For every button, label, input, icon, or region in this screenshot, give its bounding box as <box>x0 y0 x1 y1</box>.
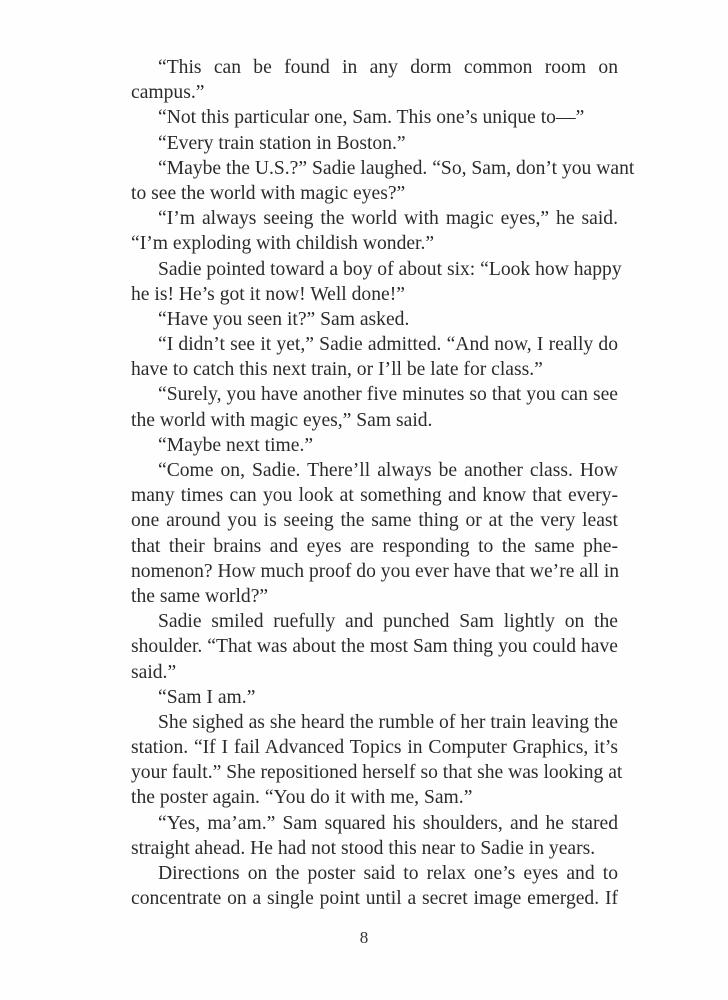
body-text <box>131 55 635 911</box>
text-line: concentrate on a single point until a secret image emerged. If <box>131 888 618 910</box>
text-line: the poster again. “You do it with me, Sam.” <box>131 787 473 809</box>
text-line: to see the world with magic eyes?” <box>131 182 406 204</box>
text-line: Sadie smiled ruefully and punched Sam lightly on the <box>158 611 618 633</box>
text-line: “Come on, Sadie. There’ll always be another class. How <box>158 460 618 481</box>
text-line: he is! He’s got it now! Well done!” <box>131 283 405 305</box>
text-line: Sadie pointed toward a boy of about six: “Look how happy <box>158 258 622 280</box>
text-line: nomenon? How much proof do you ever have that we’re all in <box>131 560 620 582</box>
text-line: “I’m exploding with childish wonder.” <box>131 233 435 255</box>
text-line: your fault.” She repositioned herself so that she was looking at <box>131 762 623 784</box>
text-line: “This can be found in any dorm common room on <box>158 57 618 78</box>
text-line: “Maybe the U.S.?” Sadie laughed. “So, Sam, don’t you want <box>158 157 635 179</box>
text-line: “Every train station in Boston.” <box>158 132 406 154</box>
text-line: have to catch this next train, or I’ll be late for class.” <box>131 359 543 381</box>
text-line: many times can you look at something and know that every- <box>131 485 618 507</box>
text-line: said.” <box>131 661 177 683</box>
text-line: “Maybe next time.” <box>158 434 314 456</box>
text-line: straight ahead. He had not stood this near to Sadie in years. <box>131 837 596 859</box>
text-line: that their brains and eyes are responding to the same phe- <box>131 535 618 557</box>
text-line: “I didn’t see it yet,” Sadie admitted. “And now, I really do <box>158 334 618 356</box>
text-line: campus.” <box>131 82 205 104</box>
text-line: “I’m always seeing the world with magic eyes,” he said. <box>158 208 618 230</box>
text-line: “Sam I am.” <box>158 686 256 708</box>
text-line: She sighed as she heard the rumble of her train leaving the <box>158 711 618 733</box>
text-line: the same world?” <box>131 585 269 607</box>
page-number: 8 <box>359 928 369 947</box>
text-line: one around you is seeing the same thing or at the very least <box>131 510 618 532</box>
text-line: station. “If I fail Advanced Topics in Computer Graphics, it’s <box>131 737 618 759</box>
text-line: “Surely, you have another five minutes so that you can see <box>158 384 618 406</box>
text-line: “Not this particular one, Sam. This one’s unique to—” <box>158 107 585 129</box>
text-line: “Yes, ma’am.” Sam squared his shoulders, and he stared <box>158 812 618 834</box>
text-line: the world with magic eyes,” Sam said. <box>131 409 433 431</box>
text-line: Directions on the poster said to relax one’s eyes and to <box>158 863 618 884</box>
text-line: “Have you seen it?” Sam asked. <box>158 308 410 330</box>
text-line: shoulder. “That was about the most Sam thing you could have <box>131 636 618 658</box>
